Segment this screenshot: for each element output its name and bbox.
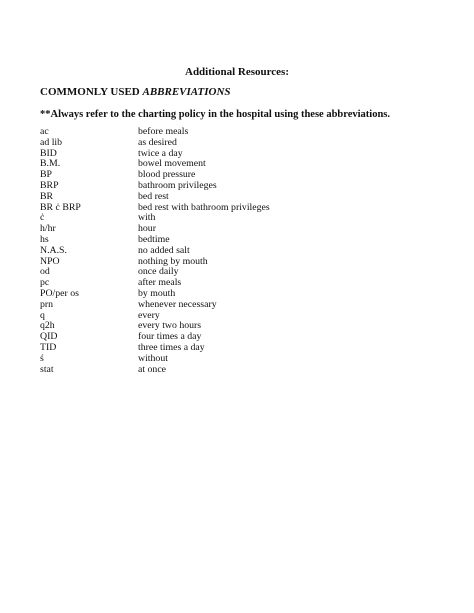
abbreviation-meaning: twice a day [138, 147, 183, 159]
section-heading [40, 86, 231, 99]
list-item [40, 365, 440, 376]
charting-policy-note: **Always refer to the charting policy in the hospital using these abbreviations. [40, 109, 391, 120]
list-item [40, 246, 440, 257]
abbreviation-term: NPO [40, 255, 60, 267]
abbreviation-meaning: four times a day [138, 331, 202, 343]
list-item [40, 203, 440, 214]
abbreviation-meaning: with [138, 212, 156, 224]
list-item [40, 138, 440, 149]
abbreviation-meaning: after meals [138, 277, 182, 289]
abbreviation-meaning: three times a day [138, 341, 205, 353]
list-item [40, 257, 440, 268]
list-item [40, 343, 440, 354]
list-item [40, 213, 440, 224]
abbreviation-term: h/hr [40, 223, 56, 235]
abbreviation-term: BRP [40, 179, 59, 191]
list-item [40, 149, 440, 160]
list-item [40, 267, 440, 278]
abbreviation-term: QID [40, 331, 58, 343]
page-title: Additional Resources: [185, 66, 289, 78]
abbreviation-meaning: bathroom privileges [138, 179, 217, 191]
abbreviation-term: ac [40, 126, 49, 137]
list-item [40, 321, 440, 332]
abbreviation-term: stat [40, 363, 54, 375]
abbreviation-meaning: every [138, 309, 160, 321]
abbreviation-term: od [40, 266, 50, 278]
abbreviation-term: B.M. [40, 158, 61, 170]
abbreviation-meaning: without [138, 352, 168, 364]
abbreviation-term: prn [40, 298, 54, 310]
abbreviation-meaning: no added salt [138, 244, 190, 256]
abbreviation-meaning: as desired [138, 136, 177, 148]
list-item [40, 192, 440, 203]
list-item [40, 332, 440, 343]
section-heading-italic: ABBREVIATIONS [142, 86, 231, 98]
list-item [40, 224, 440, 235]
abbreviation-term: q [40, 309, 45, 321]
abbreviation-meaning: blood pressure [138, 169, 196, 181]
abbreviation-term: ś [40, 352, 44, 364]
abbreviation-meaning: before meals [138, 126, 189, 137]
section-heading-plain: COMMONLY USED [40, 86, 143, 98]
abbreviation-term: BP [40, 169, 52, 181]
list-item [40, 311, 440, 322]
abbreviation-term: PO/per os [40, 287, 79, 299]
abbreviation-term: BR [40, 190, 54, 202]
list-item [40, 159, 440, 170]
list-item [40, 235, 440, 246]
abbreviation-term: BR ċ BRP [40, 201, 81, 213]
abbreviation-meaning: by mouth [138, 287, 176, 299]
list-item [40, 354, 440, 365]
abbreviation-meaning: bed rest with bathroom privileges [138, 201, 270, 213]
abbreviation-meaning: at once [138, 363, 167, 375]
list-item [40, 127, 440, 138]
abbreviation-list [40, 127, 440, 375]
abbreviation-meaning: whenever necessary [138, 298, 217, 310]
abbreviation-term: ċ [40, 212, 45, 224]
abbreviation-term: q2h [40, 320, 55, 332]
abbreviation-term: hs [40, 233, 49, 245]
abbreviation-meaning: nothing by mouth [138, 255, 208, 267]
abbreviation-term: BID [40, 147, 57, 159]
abbreviation-term: ad lib [40, 136, 63, 148]
abbreviation-meaning: bed rest [138, 190, 169, 202]
abbreviation-meaning: once daily [138, 266, 179, 278]
abbreviation-meaning: hour [138, 223, 156, 235]
abbreviation-term: TID [40, 341, 57, 353]
abbreviation-meaning: bedtime [138, 233, 170, 245]
abbreviation-term: N.A.S. [40, 244, 67, 256]
abbreviation-meaning: every two hours [138, 320, 202, 332]
list-item [40, 289, 440, 300]
list-item [40, 170, 440, 181]
list-item [40, 181, 440, 192]
abbreviation-meaning: bowel movement [138, 158, 206, 170]
abbreviation-term: pc [40, 277, 50, 289]
list-item [40, 278, 440, 289]
list-item [40, 300, 440, 311]
